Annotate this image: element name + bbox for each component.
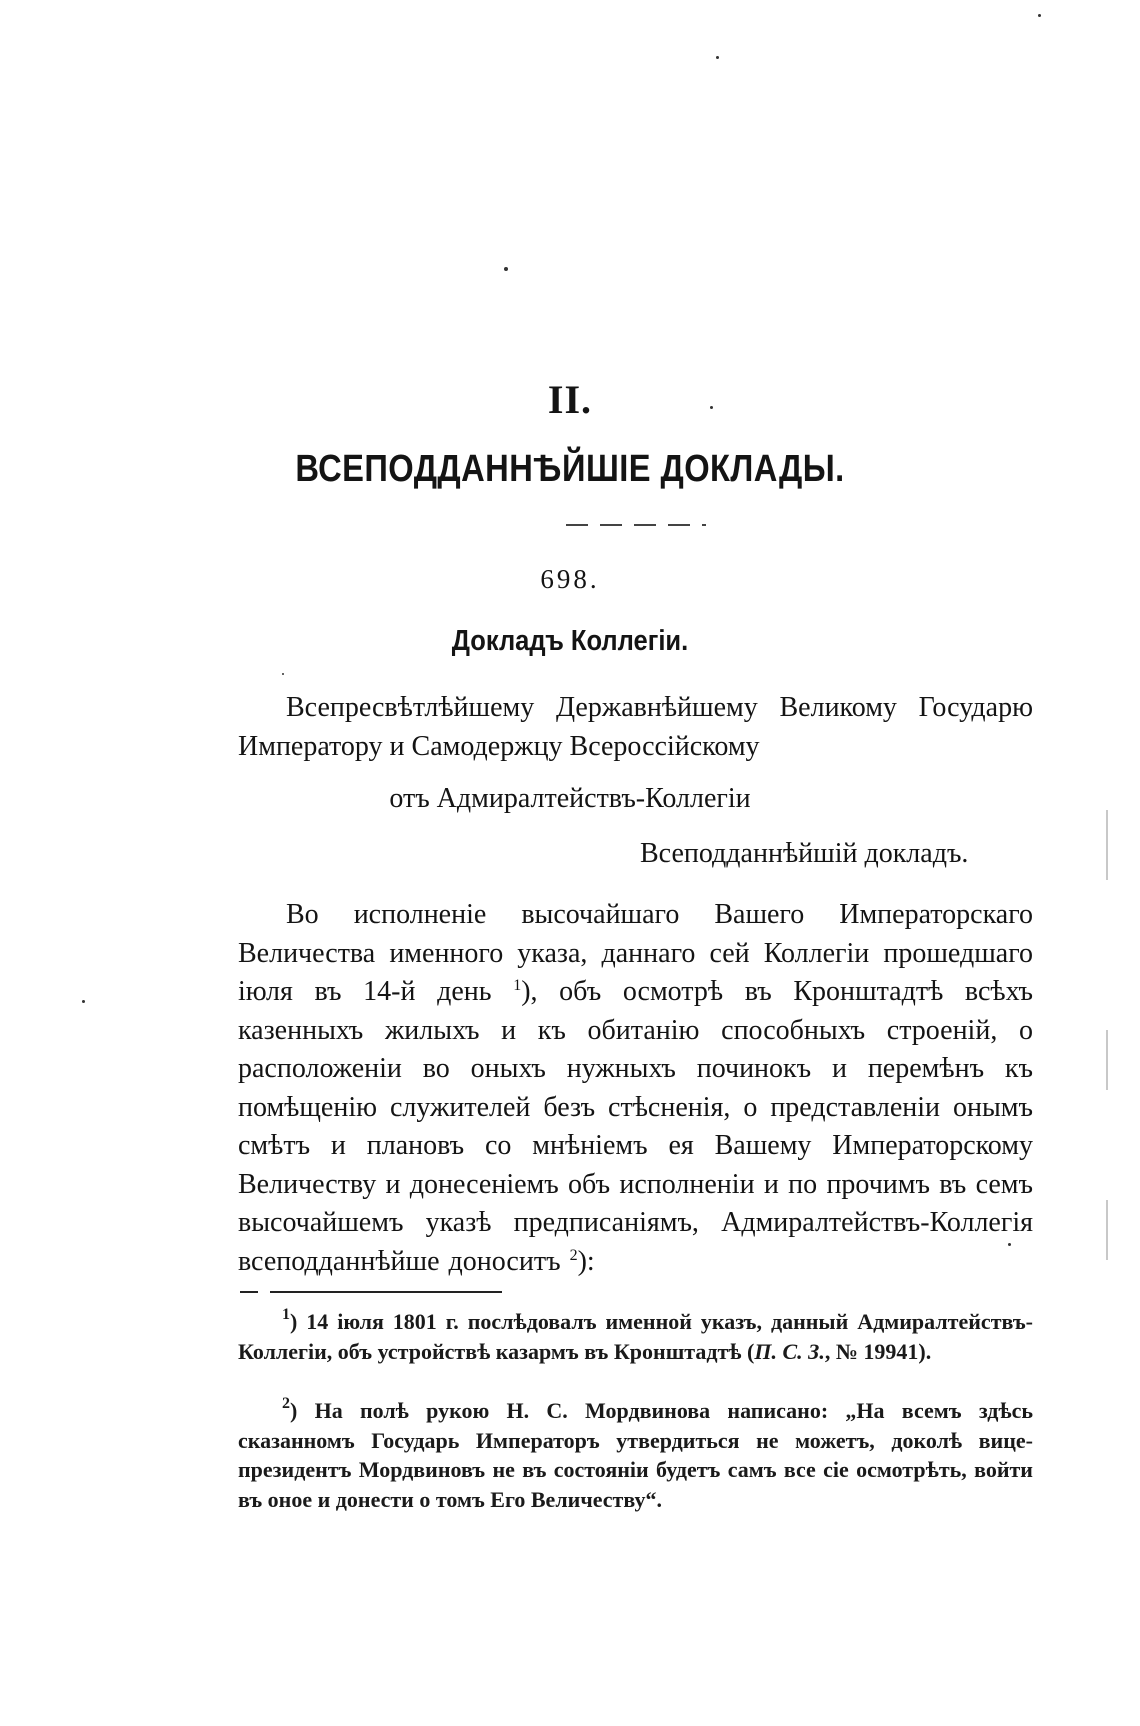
scan-speck [82, 1000, 85, 1003]
scan-edge-line [1106, 810, 1108, 880]
footnote-mark: 1 [513, 977, 522, 994]
address-line: Всепресвѣтлѣйшему Державнѣйшему Великому Государю Императору и Самодержцу Всероссійскому [238, 692, 1033, 762]
footnote-mark: 2 [569, 1246, 578, 1264]
body-text: ): [577, 1245, 595, 1277]
divider [566, 524, 706, 526]
footnote [238, 1307, 1033, 1366]
body-paragraph [238, 896, 1033, 1281]
document-title: Докладъ Коллегіи. [451, 625, 689, 657]
footnote-text: ) 14 іюля 1801 г. послѣдовалъ именной указъ, данный Адмиралтействъ-Коллегіи, объ устройствѣ казармъ въ Кронштадтѣ ( [238, 1309, 1033, 1364]
scan-edge-line [1106, 1200, 1108, 1260]
footnote-text: , № 19941). [824, 1338, 932, 1364]
scan-edge-line [1106, 1030, 1108, 1090]
section-title: ВСЕПОДДАННѢЙШІЕ ДОКЛАДЫ. [295, 448, 845, 490]
from-line: отъ Адмиралтействъ-Коллегіи [389, 783, 751, 814]
footnote-separator [240, 1291, 502, 1293]
body-text: ), объ осмотрѣ въ Кронштадтѣ всѣхъ казенныхъ жилыхъ и къ обитанію способныхъ строеній, о расположеніи во оныхъ нужныхъ починокъ и перемѣнъ къ помѣщенію служителей безъ стѣсненія, о представленіи онымъ смѣтъ и плановъ со мнѣніемъ ея Вашему Императорскому Величеству и донесеніемъ объ исполненіи и по прочимъ въ семъ высочайшемъ указѣ предписаніямъ, Адмиралтействъ-Коллегія всеподданнѣйше доноситъ [238, 976, 1034, 1277]
scan-speck [282, 673, 284, 675]
footnote-mark: 1 [282, 1306, 290, 1323]
document-number: 698. [540, 564, 600, 594]
scan-speck [504, 267, 508, 271]
scan-speck [1038, 14, 1041, 17]
footnote-mark: 2 [282, 1395, 290, 1412]
footnote [238, 1396, 1033, 1514]
report-label: Всеподданнѣйшій докладъ. [640, 838, 969, 869]
footnote-text: ) На полѣ рукою Н. С. Мордвинова написано: „На всемъ здѣсь сказанномъ Государь Императоръ утвердиться не можетъ, доколѣ вице-президентъ Мордвиновъ не въ состояніи будетъ самъ все сіе осмотрѣть, войти въ оное и донести о томъ Его Величеству“. [238, 1398, 1033, 1512]
section-number: II. [547, 377, 593, 422]
footnote-reference: П. С. З. [754, 1338, 825, 1364]
body-text: Во исполненіе высочайшаго Вашего Императорскаго Величества именного указа, даннаго сей Коллегіи прошедшаго іюля въ 14-й день [238, 899, 1033, 1007]
scan-speck [716, 56, 719, 59]
